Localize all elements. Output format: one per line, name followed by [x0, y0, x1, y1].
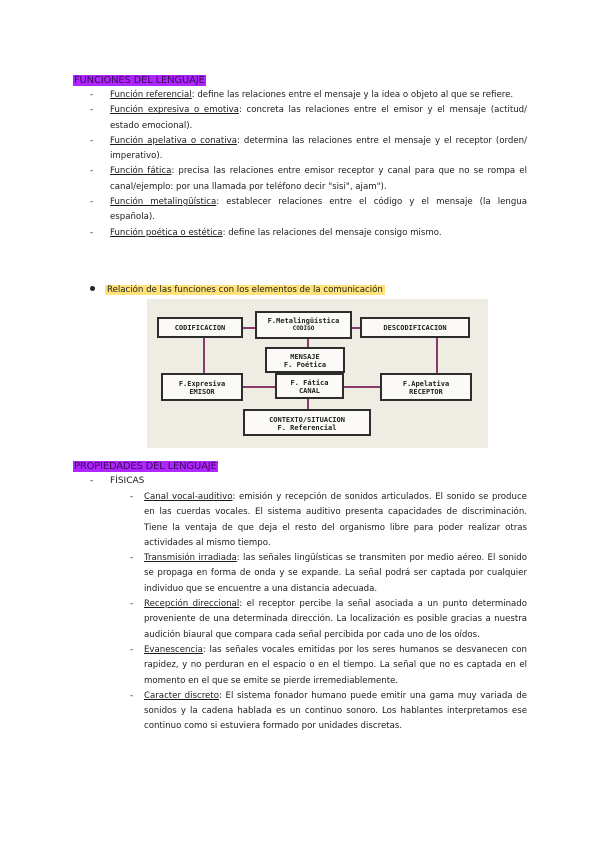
box-fatica: F. Fática CANAL	[275, 373, 344, 399]
box-metalinguistica: F.Metalingüística CODIGO	[255, 311, 352, 339]
box-apelativa: F.Apelativa RECEPTOR	[380, 373, 472, 401]
list-item: - Función expresiva o emotiva: concreta las relaciones entre el emisor y el mensaje (actitud/ estado emocional).	[90, 105, 527, 131]
section-heading-funciones: FUNCIONES DEL LENGUAJE	[74, 75, 205, 86]
box-mensaje: MENSAJE F. Poética	[265, 347, 345, 373]
list-item: - Caracter discreto: El sistema fonador humano puede emitir una gama muy variada de sonidos y la cadena hablada es un continuo sonoro. Los hablantes interpretamos ese continuo como si estuviera formado por unidades discretas.	[130, 690, 527, 732]
list-item: - Evanescencia: las señales vocales emitidas por los seres humanos se desvanecen con rapidez, y no perduran en el espacio o en el tiempo. La señal que no es captada en el momento en el que se emite se pierde irremediablemente.	[130, 644, 527, 686]
list-item: - Recepción direccional: el receptor percibe la señal asociada a un punto determinado proveniente de una determinada dirección. La localización es posible gracias a nuestra audición biaural que compara cada señal percibida por cada uno de los oídos.	[130, 599, 528, 640]
box-contexto: CONTEXTO/SITUACION F. Referencial	[243, 409, 371, 436]
list-item: - Función referencial: define las relaciones entre el mensaje y la idea o objeto al que se refiere.	[90, 90, 514, 100]
list-item: - Canal vocal-auditivo: emisión y recepción de sonidos articulados. El sonido se produce en las cuerdas vocales. El sistema auditivo presenta capacidades de discriminación. Tiene la ventaja de que deja el resto del organismo libre para poder realizar otras actividades al mismo tiempo.	[130, 492, 527, 548]
funciones-list	[90, 88, 527, 241]
fisicas-list	[130, 490, 527, 735]
section-heading-propiedades: PROPIEDADES DEL LENGUAJE	[74, 461, 217, 472]
box-descodificacion: DESCODIFICACION	[360, 317, 470, 338]
bullet-relacion: Relación de las funciones con los elementos de la comunicación	[90, 284, 385, 297]
box-codificacion: CODIFICACION	[157, 317, 243, 338]
box-expresiva: F.Expresiva EMISOR	[161, 373, 243, 401]
list-item: - Función apelativa o conativa: determina las relaciones entre el mensaje y el receptor (orden/ imperativo).	[90, 135, 528, 162]
list-item: - Función poética o estética: define las relaciones del mensaje consigo mismo.	[90, 227, 442, 238]
sub-heading-fisicas: - FÍSICAS	[90, 476, 145, 486]
list-item: - Transmisión irradiada: las señales lingüísticas se transmiten por medio aéreo. El sonido se propaga en forma de onda y se expande. La señal podrá ser captada por cualquier individuo que se encuentre a una distancia adecuada.	[130, 553, 527, 594]
bullet-icon	[90, 286, 95, 291]
list-item: - Función metalingüística: establecer relaciones entre el código y el mensaje (la lengua española).	[90, 197, 528, 223]
communication-diagram	[147, 299, 488, 448]
list-item: - Función fática: precisa las relaciones entre emisor receptor y canal para que no se rompa el canal/ejemplo: por una llamada por teléfono decir "sisi", ajam").	[90, 166, 527, 192]
